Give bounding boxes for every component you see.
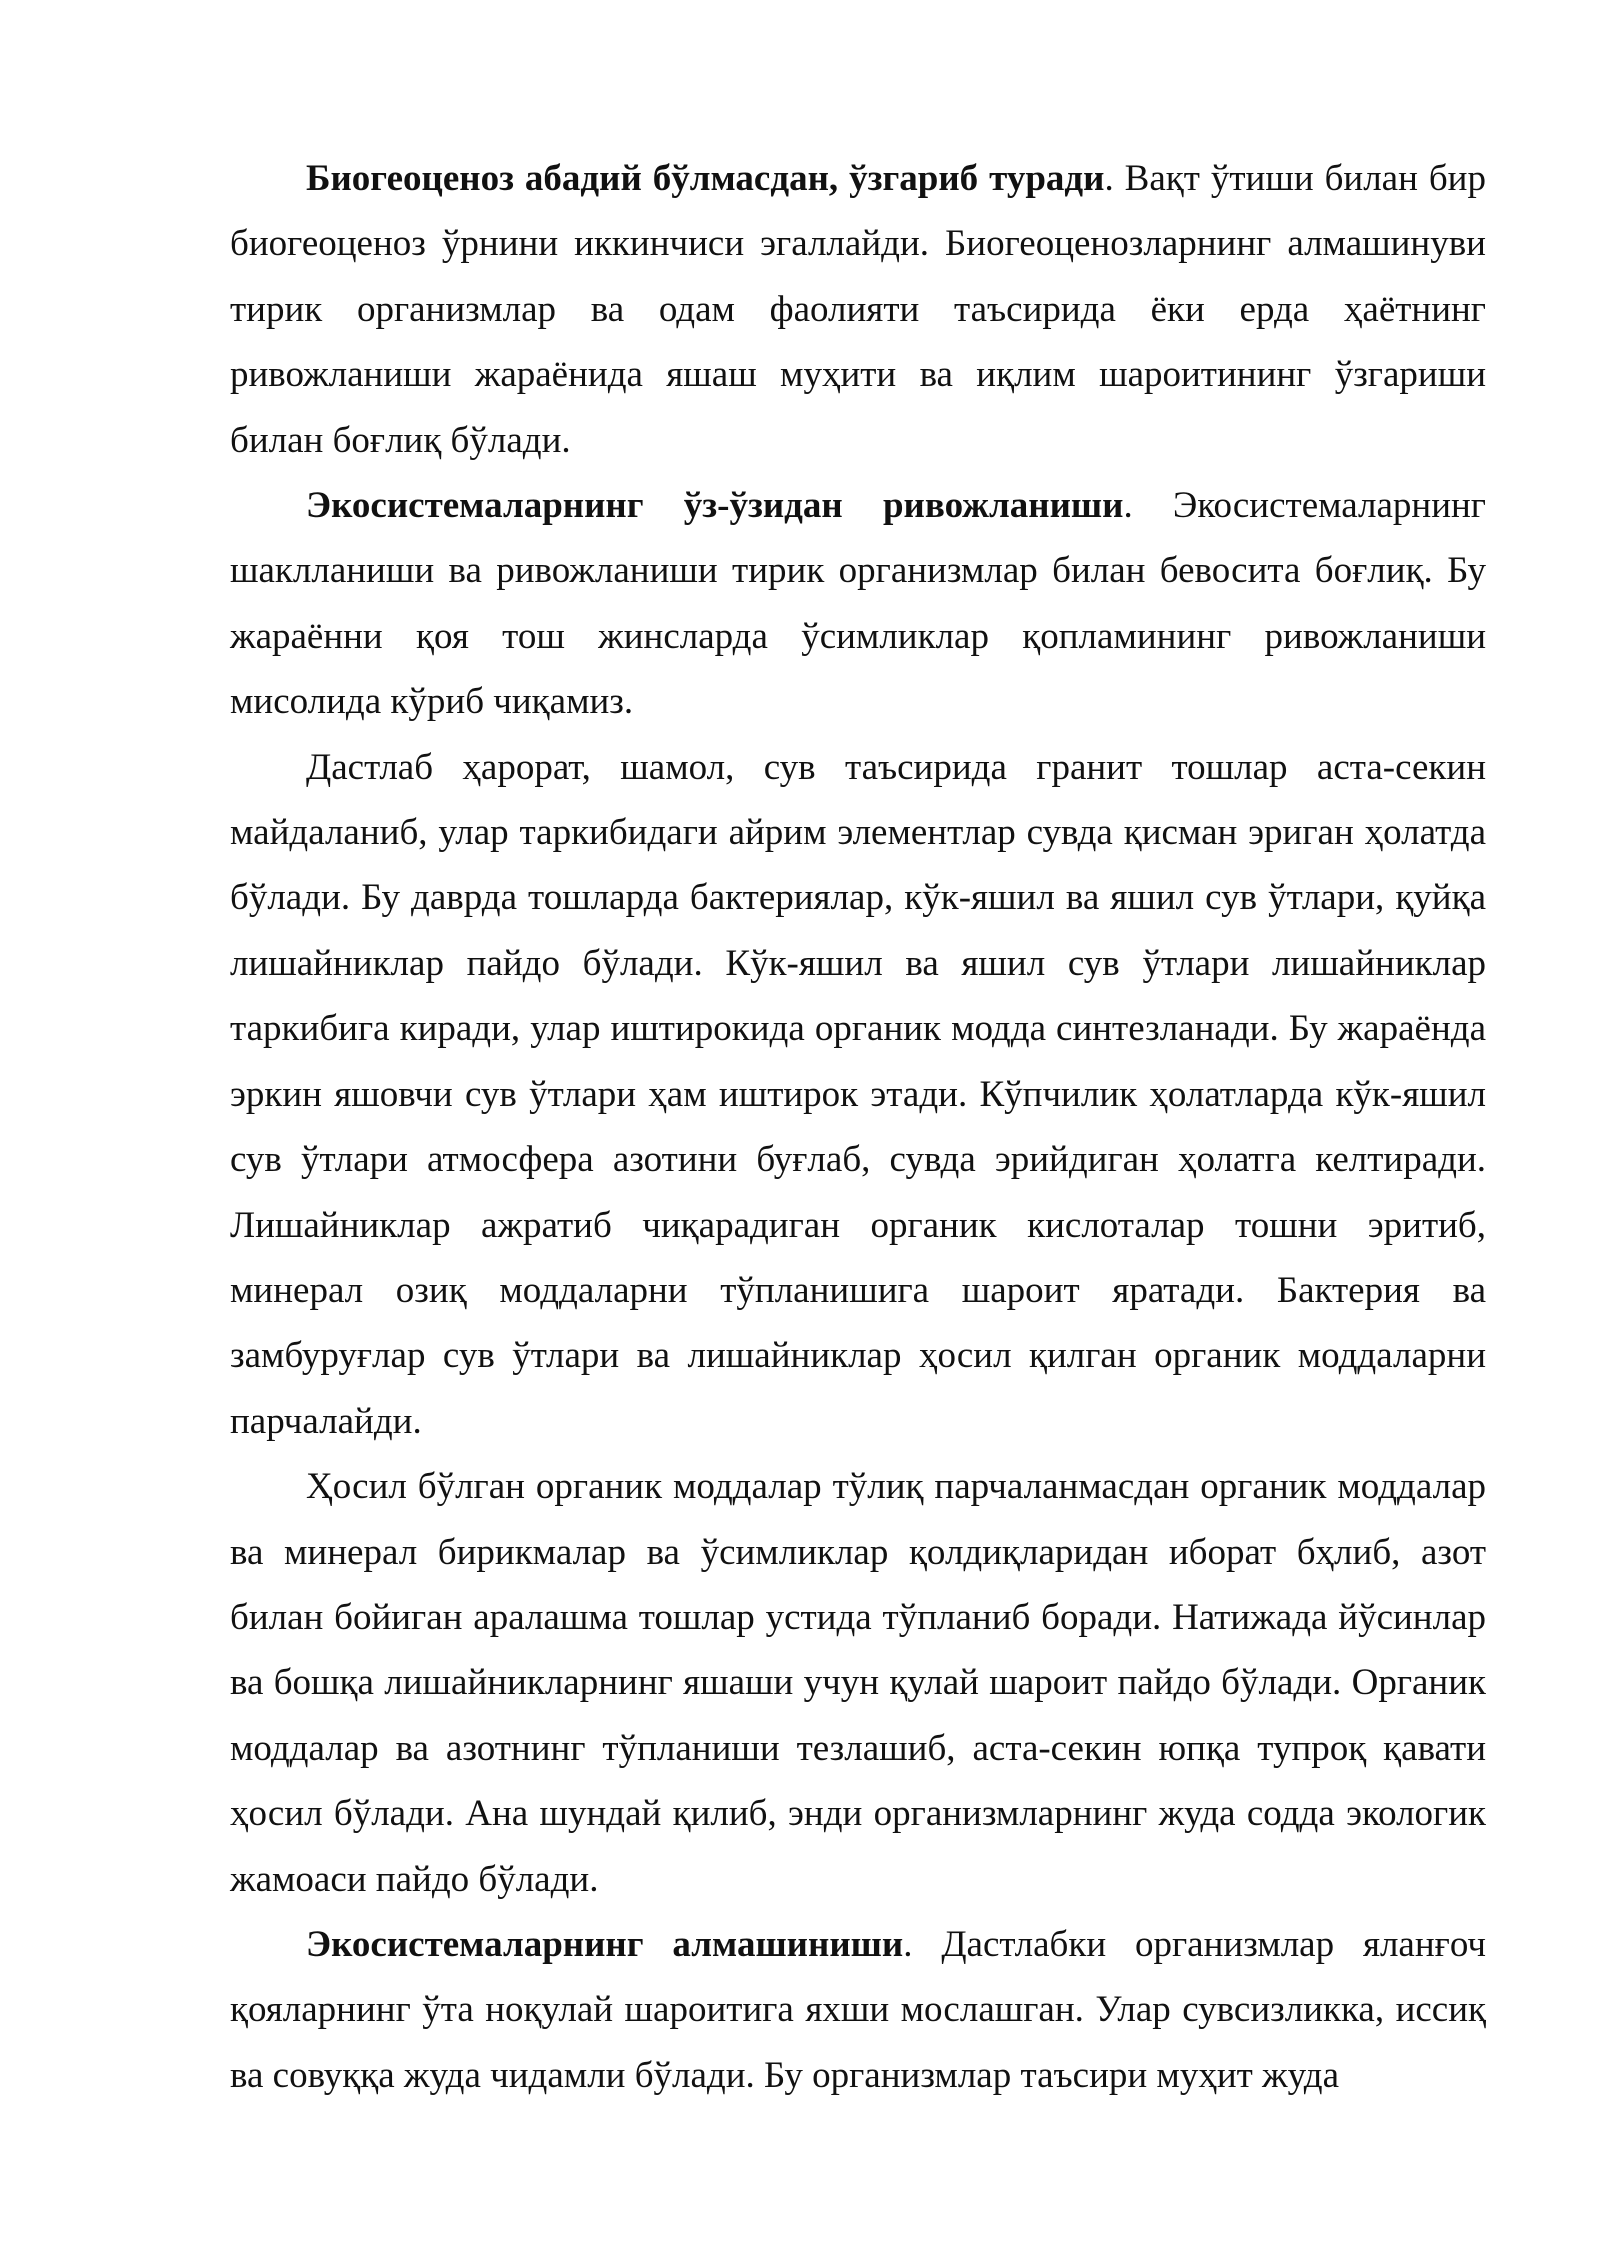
- paragraph-1-text: . Вақт ўтиши билан бир биогеоценоз ўрнини иккинчиси эгаллайди. Биогеоценозларнинг алмашинуви тирик организмлар ва одам фаолияти таъсирида ёки ерда ҳаётнинг ривожланиши жараёнида яшаш муҳити ва иқлим шароитининг ўзгариши билан боғлиқ бўлади.: [230, 158, 1486, 461]
- paragraph-1: [230, 146, 1486, 473]
- paragraph-3: [230, 735, 1486, 1454]
- document-body: [230, 146, 1486, 2108]
- paragraph-4: [230, 1454, 1486, 1912]
- paragraph-4-text: Ҳосил бўлган органик моддалар тўлиқ парчаланмасдан органик моддалар ва минерал бирикмалар ва ўсимликлар қолдиқларидан иборат бҳлиб, азот билан бойиган аралашма тошлар устида тўпланиб боради. Натижада йўсинлар ва бошқа лишайникларнинг яшаши учун қулай шароит пайдо бўлади. Органик моддалар ва азотнинг тўпланиши тезлашиб, аста-секин юпқа тупроқ қавати ҳосил бўлади. Ана шундай қилиб, энди организмларнинг жуда содда экологик жамоаси пайдо бўлади.: [230, 1466, 1486, 1900]
- paragraph-5: [230, 1912, 1486, 2108]
- paragraph-2: [230, 473, 1486, 735]
- paragraph-2-text: . Экосистемаларнинг шаклланиши ва ривожланиши тирик организмлар билан бевосита боғлиқ. Бу жараённи қоя тош жинсларда ўсимликлар қопламининг ривожланиши мисолида кўриб чиқамиз.: [230, 485, 1486, 723]
- paragraph-3-text: Дастлаб ҳарорат, шамол, сув таъсирида гранит тошлар аста-секин майдаланиб, улар таркибидаги айрим элементлар сувда қисман эриган ҳолатда бўлади. Бу даврда тошларда бактериялар, кўк-яшил ва яшил сув ўтлари, қуйқа лишайниклар пайдо бўлади. Кўк-яшил ва яшил сув ўтлари лишайниклар таркибига киради, улар иштирокида органик модда синтезланади. Бу жараёнда эркин яшовчи сув ўтлари ҳам иштирок этади. Кўпчилик ҳолатларда кўк-яшил сув ўтлари атмосфера азотини буғлаб, сувда эрийдиган ҳолатга келтиради. Лишайниклар ажратиб чиқарадиган органик кислоталар тошни эритиб, минерал озиқ моддаларни тўпланишига шароит яратади. Бактерия ва замбуруғлар сув ўтлари ва лишайниклар ҳосил қилган органик моддаларни парчалайди.: [230, 746, 1486, 1442]
- paragraph-5-text: . Дастлабки организмлар яланғоч қояларнинг ўта ноқулай шароитига яхши мослашган. Улар сувсизликка, иссиқ ва совуққа жуда чидамли бўлади. Бу организмлар таъсири муҳит жуда: [230, 1923, 1486, 2096]
- paragraph-1-heading: Биогеоценоз абадий бўлмасдан, ўзгариб туради: [306, 158, 1105, 199]
- paragraph-5-heading: Экосистемаларнинг алмашиниши: [306, 1923, 904, 1965]
- paragraph-2-heading: Экосистемаларнинг ўз-ўзидан ривожланиши: [306, 485, 1124, 527]
